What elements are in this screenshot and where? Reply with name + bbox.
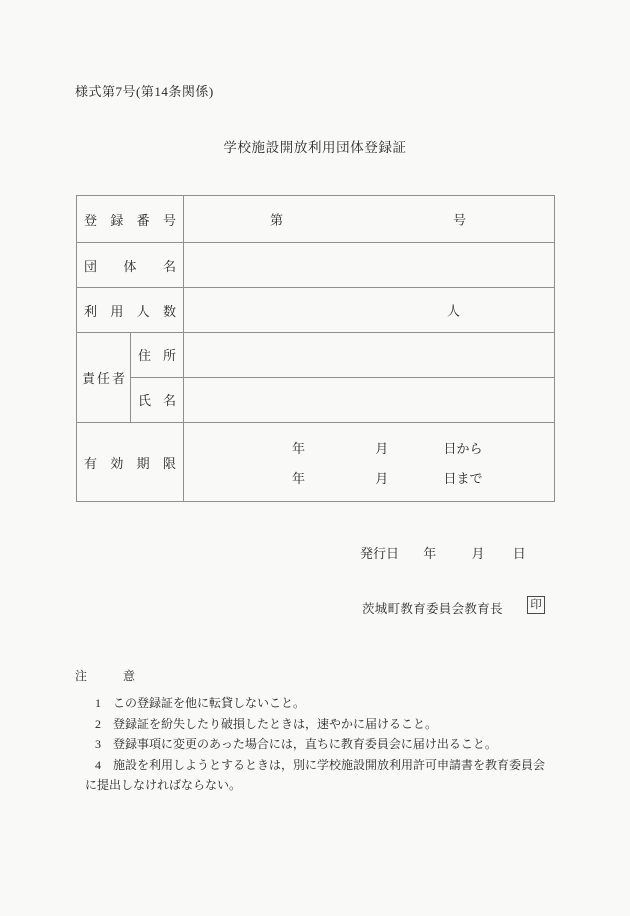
name-value-cell <box>184 378 554 423</box>
representative-label: 責任者 <box>82 371 125 386</box>
table-row-representative-name <box>131 378 554 423</box>
address-label-cell <box>131 333 184 377</box>
validity-to-year: 年 <box>292 471 306 486</box>
validity-label-cell <box>77 423 184 501</box>
validity-label: 有効期限 <box>84 455 176 471</box>
issue-year-label: 年 <box>423 546 437 561</box>
registration-number-value-cell <box>184 196 554 242</box>
page-title: 学校施設開放利用団体登録証 <box>223 140 407 155</box>
validity-to-day: 日まで <box>443 471 483 486</box>
validity-value-cell <box>184 423 554 501</box>
validity-to-line <box>292 464 554 494</box>
table-row-user-count <box>77 288 554 333</box>
name-label: 氏名 <box>138 393 176 409</box>
note-item-3: 3 登録事項に変更のあった場合には，直ちに教育委員会に届け出ること。 <box>95 737 497 751</box>
table-row-registration-number <box>77 196 554 243</box>
table-row-validity <box>77 423 554 501</box>
form-number: 様式第7号(第14条関係) <box>75 84 214 99</box>
representative-subrows <box>131 333 554 422</box>
issue-day-label: 日 <box>512 546 526 561</box>
issue-month-label: 月 <box>471 546 485 561</box>
issuer-name: 茨城町教育委員会教育長 <box>362 602 503 616</box>
group-name-label-cell <box>77 243 184 287</box>
note-item-2: 2 登録証を紛失したり破損したときは，速やかに届けること。 <box>95 716 438 731</box>
registration-number-label: 登録番号 <box>84 212 176 228</box>
group-name-value-cell <box>184 243 554 287</box>
registration-number-prefix: 第 <box>270 212 284 228</box>
user-count-unit: 人 <box>447 303 461 319</box>
address-value-cell <box>184 333 554 377</box>
registration-number-label-cell <box>77 196 184 242</box>
notes-section <box>75 669 556 796</box>
issue-date-line <box>360 543 526 562</box>
note-item-4: 4 施設を利用しようとするときは，別に学校施設開放利用許可申請書を教育委員会に提出しなければならない。 <box>85 757 546 792</box>
validity-from-line <box>292 434 554 464</box>
user-count-value-cell <box>184 288 554 332</box>
user-count-label-cell <box>77 288 184 332</box>
table-row-representative <box>77 333 554 423</box>
user-count-label: 利用人数 <box>84 303 176 319</box>
notes-heading: 注 意 <box>75 669 136 683</box>
registration-table <box>76 195 555 502</box>
validity-from-month: 月 <box>375 441 389 456</box>
issue-date-label: 発行日 <box>360 546 400 561</box>
seal-mark: 印 <box>527 596 545 614</box>
validity-to-month: 月 <box>375 471 389 486</box>
validity-from-day: 日から <box>443 441 483 456</box>
name-label-cell <box>131 378 184 423</box>
address-label: 住所 <box>138 348 176 364</box>
table-row-representative-address <box>131 333 554 378</box>
note-item-1: 1 この登録証を他に転貸しないこと。 <box>95 696 306 710</box>
table-row-group-name <box>77 243 554 288</box>
registration-number-suffix: 号 <box>453 212 467 228</box>
representative-label-cell <box>77 333 131 422</box>
group-name-label: 団体名 <box>84 258 176 274</box>
validity-from-year: 年 <box>292 441 306 456</box>
